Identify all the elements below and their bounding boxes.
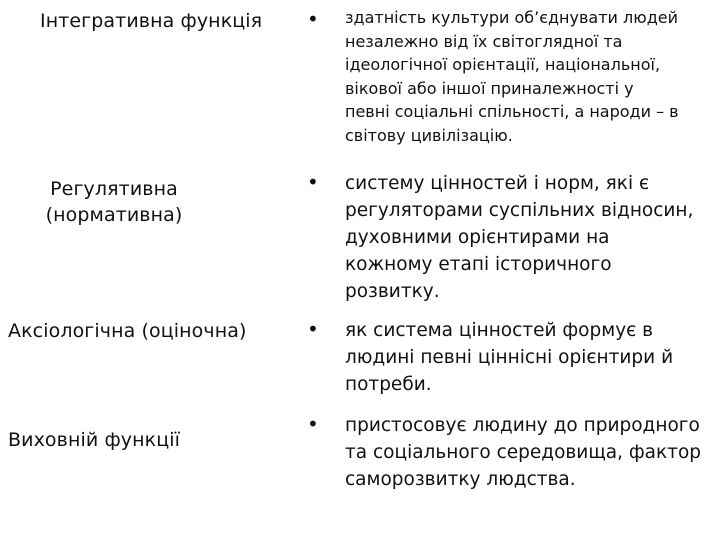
bullet: • [307,170,319,194]
description-line: духовними орієнтирами на [345,227,610,248]
description-line: систему цінностей і норм, які є [345,173,650,194]
description-regulative [345,170,693,305]
term-regulative [34,176,194,228]
description-line: світову цивілізацію. [345,125,513,145]
description-line: певні соціальні спільності, а народи – в [345,102,679,121]
description-line: людині певні ціннісні орієнтири й [345,347,674,368]
description-line: здатність культури об’єднувати людей [345,8,679,27]
description-axiological [345,317,673,398]
description-line: розвитку. [345,281,440,302]
term-line: Інтегративна функція [40,10,263,32]
description-line: та соціального середовища, фактор [345,442,702,463]
bullet: • [307,412,319,436]
term-line: Регулятивна [50,178,178,200]
description-educational [345,412,701,493]
description-line: саморозвитку людства. [345,469,576,490]
description-line: регуляторами суспільних відносин, [345,200,694,221]
description-line: потреби. [345,374,432,395]
description-integrative [345,6,679,147]
description-line: як система цінностей формує в [345,320,654,341]
description-line: вікової або іншої приналежності у [345,78,634,98]
description-line: пристосовує людину до природного [345,415,700,436]
term-line: Аксіологічна (оціночна) [8,320,247,342]
term-line: (нормативна) [45,204,183,226]
description-line: кожному етапі історичного [345,254,612,275]
term-axiological [8,318,246,344]
description-line: ідеологічної орієнтації, національної, [345,55,661,74]
term-educational [8,427,180,453]
term-integrative [40,8,262,34]
bullet: • [307,317,319,341]
term-line: Виховній функції [8,429,181,451]
description-line: незалежно від їх світоглядної та [345,31,623,51]
bullet: • [307,7,319,31]
